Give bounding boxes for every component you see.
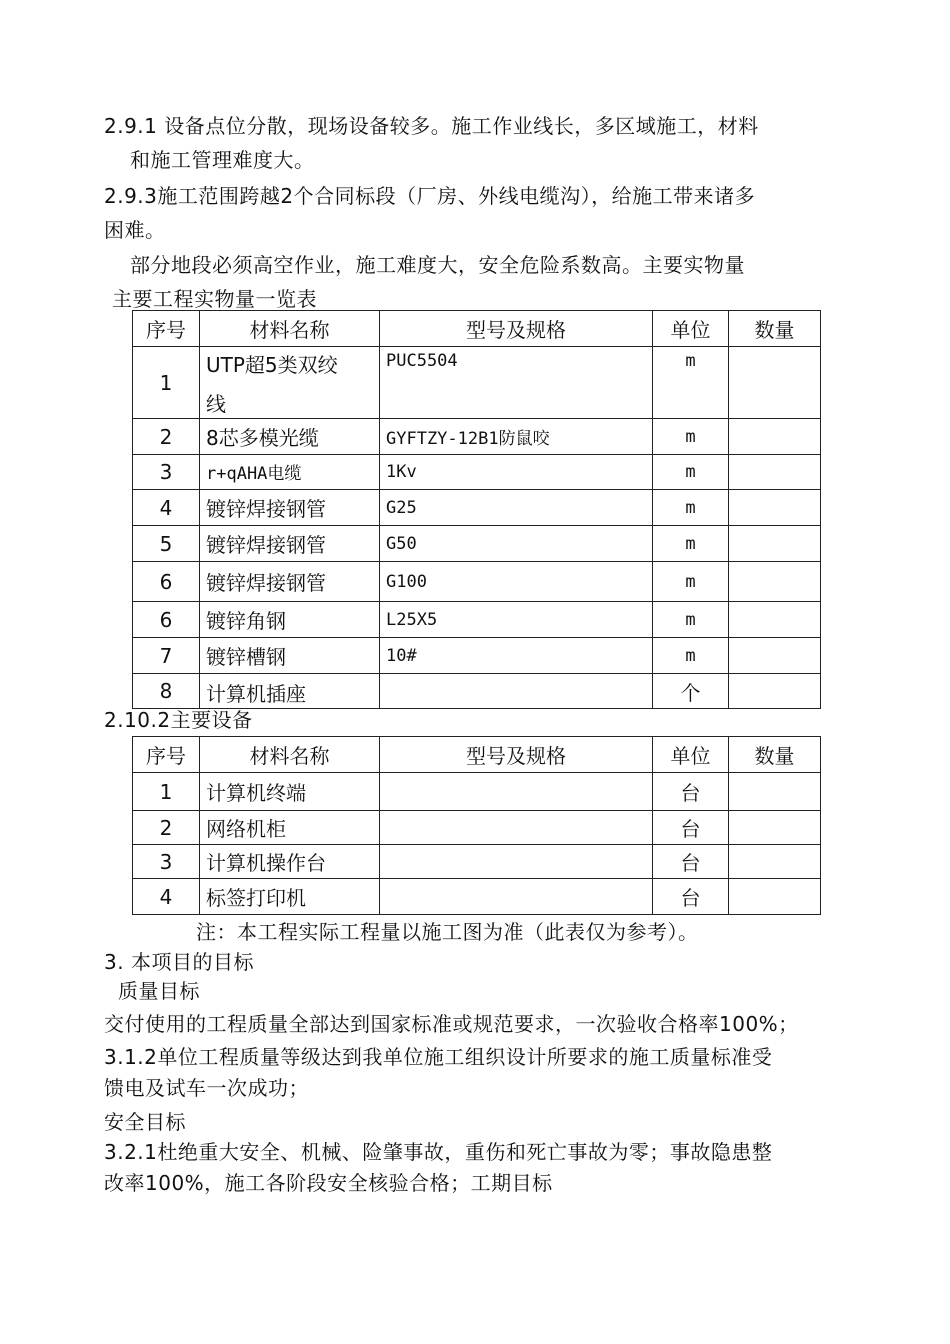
- cell-no: 1: [133, 773, 200, 811]
- cell-spec: 10#: [380, 638, 653, 674]
- header-qty: 数量: [729, 311, 821, 347]
- para-2-9-1-line1: 2.9.1 设备点位分散，现场设备较多。施工作业线长，多区域施工，材料: [104, 114, 759, 138]
- cell-unit: m: [653, 490, 729, 526]
- cell-qty: [729, 845, 821, 879]
- cell-spec: PUC5504: [380, 347, 653, 419]
- cell-qty: [729, 638, 821, 674]
- cell-no: 1: [133, 347, 200, 419]
- cell-name: 镀锌焊接钢管: [200, 490, 380, 526]
- safety-heading: 安全目标: [104, 1110, 186, 1134]
- table-row: [133, 638, 821, 674]
- equipment-table: [132, 736, 821, 915]
- cell-no: 2: [133, 419, 200, 455]
- table-row: [133, 845, 821, 879]
- table-row: [133, 490, 821, 526]
- para-3-2-1-line1: 3.2.1杜绝重大安全、机械、险肇事故，重伤和死亡事故为零；事故隐患整: [104, 1140, 773, 1164]
- cell-no: 3: [133, 845, 200, 879]
- cell-name-line2: 线: [206, 391, 226, 416]
- cell-name: 网络机柜: [200, 811, 380, 845]
- para-2-9-3-line2: 困难。: [104, 218, 166, 242]
- cell-qty: [729, 879, 821, 915]
- table-row: [133, 526, 821, 562]
- cell-name: 计算机终端: [200, 773, 380, 811]
- para-3-1-2-line2: 馈电及试车一次成功；: [104, 1076, 309, 1100]
- para-3-2-1-line2: 改率100%，施工各阶段安全核验合格；工期目标: [104, 1171, 553, 1195]
- table-row: [133, 347, 821, 419]
- cell-no: 8: [133, 674, 200, 709]
- cell-qty: [729, 347, 821, 419]
- section-3-heading: 3. 本项目的目标: [104, 950, 254, 974]
- quality-line1: 交付使用的工程质量全部达到国家标准或规范要求，一次验收合格率100%；: [104, 1012, 799, 1036]
- cell-spec: G100: [380, 562, 653, 602]
- para-3-1-2-line1: 3.1.2单位工程质量等级达到我单位施工组织设计所要求的施工质量标准受: [104, 1045, 773, 1069]
- cell-name: [200, 347, 380, 419]
- cell-unit: 台: [653, 773, 729, 811]
- cell-spec: G25: [380, 490, 653, 526]
- section-2-10-2-heading: 2.10.2主要设备: [104, 708, 253, 732]
- cell-name: 镀锌焊接钢管: [200, 526, 380, 562]
- table-row: [133, 674, 821, 709]
- cell-no: 6: [133, 602, 200, 638]
- cell-unit: m: [653, 602, 729, 638]
- cell-qty: [729, 490, 821, 526]
- cell-qty: [729, 674, 821, 709]
- cell-no: 4: [133, 879, 200, 915]
- table-row: [133, 879, 821, 915]
- cell-no: 4: [133, 490, 200, 526]
- cell-qty: [729, 602, 821, 638]
- cell-unit: m: [653, 638, 729, 674]
- cell-spec: 1Kv: [380, 455, 653, 490]
- header-spec: 型号及规格: [380, 737, 653, 773]
- table-row: [133, 773, 821, 811]
- cell-no: 5: [133, 526, 200, 562]
- cell-qty: [729, 562, 821, 602]
- header-no: 序号: [133, 311, 200, 347]
- cell-no: 2: [133, 811, 200, 845]
- para-2-9-1-line2: 和施工管理难度大。: [130, 148, 315, 172]
- cell-unit: m: [653, 562, 729, 602]
- cell-unit: m: [653, 419, 729, 455]
- cell-spec: G50: [380, 526, 653, 562]
- table-row: [133, 811, 821, 845]
- cell-name: 计算机操作台: [200, 845, 380, 879]
- header-qty: 数量: [729, 737, 821, 773]
- cell-qty: [729, 455, 821, 490]
- cell-no: 7: [133, 638, 200, 674]
- cell-name: 镀锌焊接钢管: [200, 562, 380, 602]
- para-2-9-3-line1: 2.9.3施工范围跨越2个合同标段（厂房、外线电缆沟），给施工带来诸多: [104, 184, 756, 208]
- cell-unit: 台: [653, 845, 729, 879]
- cell-qty: [729, 811, 821, 845]
- para-height-work: 部分地段必须高空作业，施工难度大，安全危险系数高。主要实物量: [130, 253, 745, 277]
- table-header-row: [133, 311, 821, 347]
- cell-name: 镀锌角钢: [200, 602, 380, 638]
- table-row: [133, 419, 821, 455]
- cell-name: r+qAHA电缆: [200, 455, 380, 490]
- cell-spec: [380, 773, 653, 811]
- cell-spec: L25X5: [380, 602, 653, 638]
- cell-no: 3: [133, 455, 200, 490]
- table1-title: 主要工程实物量一览表: [112, 287, 317, 311]
- cell-spec: [380, 845, 653, 879]
- cell-unit: m: [653, 455, 729, 490]
- cell-unit: 个: [653, 674, 729, 709]
- quality-heading: 质量目标: [118, 979, 200, 1003]
- cell-name: 镀锌槽钢: [200, 638, 380, 674]
- cell-spec: GYFTZY-12B1防鼠咬: [380, 419, 653, 455]
- cell-unit: m: [653, 526, 729, 562]
- table-row: [133, 455, 821, 490]
- cell-name: 计算机插座: [200, 674, 380, 709]
- cell-qty: [729, 526, 821, 562]
- header-unit: 单位: [653, 737, 729, 773]
- header-no: 序号: [133, 737, 200, 773]
- table-row: [133, 602, 821, 638]
- cell-unit: m: [653, 347, 729, 419]
- cell-name-line1: UTP超5类双绞: [206, 352, 338, 377]
- cell-spec: [380, 811, 653, 845]
- header-name: 材料名称: [200, 737, 380, 773]
- header-name: 材料名称: [200, 311, 380, 347]
- cell-spec: [380, 879, 653, 915]
- cell-qty: [729, 419, 821, 455]
- cell-unit: 台: [653, 811, 729, 845]
- table-header-row: [133, 737, 821, 773]
- cell-spec: [380, 674, 653, 709]
- material-table: [132, 310, 821, 709]
- cell-name: 标签打印机: [200, 879, 380, 915]
- cell-unit: 台: [653, 879, 729, 915]
- table-note: 注：本工程实际工程量以施工图为准（此表仅为参考）。: [196, 920, 699, 944]
- table-row: [133, 562, 821, 602]
- cell-qty: [729, 773, 821, 811]
- header-spec: 型号及规格: [380, 311, 653, 347]
- cell-name: 8芯多模光缆: [200, 419, 380, 455]
- header-unit: 单位: [653, 311, 729, 347]
- cell-no: 6: [133, 562, 200, 602]
